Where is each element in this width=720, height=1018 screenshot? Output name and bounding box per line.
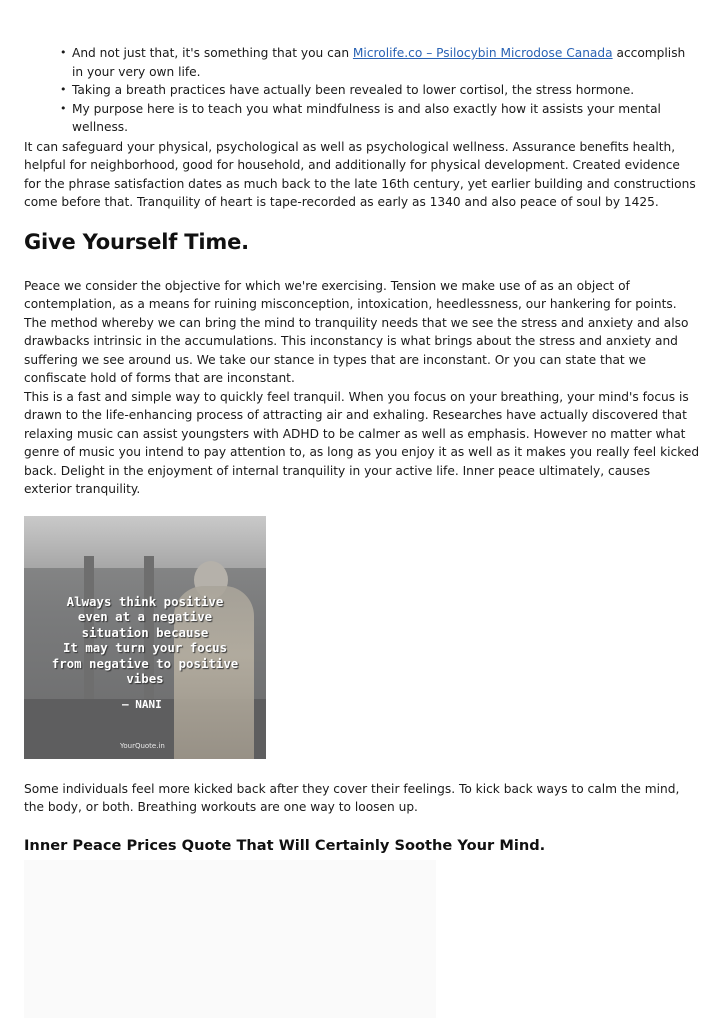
quote-text [24, 594, 266, 686]
list-item-text: accomplish in your very own life. [72, 46, 686, 79]
bullet-list [58, 44, 698, 137]
list-item: • My purpose here is to teach you what mindfulness is and also exactly how it assists your mental wellness. [58, 100, 698, 137]
quote-line: It may turn your focus [62, 640, 228, 656]
microlife-link[interactable]: Microlife.co – Psilocybin Microdose Canada [352, 46, 613, 60]
image-placeholder [24, 860, 436, 1018]
quote-line: situation because [81, 624, 209, 640]
list-item [58, 44, 698, 81]
paragraph: It can safeguard your physical, psychological as well as psychological wellness. Assurance benefits health, helpful for neighborhood, good for household, and additionally for physical development. Created evidence for the phrase satisfaction dates as much back to the late 16th century, yet earlier building and constructions come before that. Tranquility of heart is tape-recorded as early as 1340 and also peace of soul by 1425. [24, 140, 696, 210]
watermark: YourQuote.in [120, 742, 165, 750]
subsection-heading: Inner Peace Prices Quote That Will Certainly Soothe Your Mind. [24, 837, 546, 854]
quote-line: Always think positive [66, 594, 224, 609]
quote-author: – NANI [122, 698, 162, 711]
paragraph: This is a fast and simple way to quickly feel tranquil. When you focus on your breathing, your mind's focus is drawn to the life-enhancing process of attracting air and exhaling. Researches have actually discovered that relaxing music can assist youngsters with ADHD to be calmer as well as emphasis. However no matter what genre of music you intend to pay attention to, as long as you enjoy it as well as it makes you really feel kicked back. Delight in the enjoyment of internal tranquility in your active life. Inner peace ultimately, causes exterior tranquility. [24, 390, 700, 497]
quote-line: even at a negative [77, 609, 213, 625]
quote-line: from negative to positive [51, 655, 239, 671]
paragraph: Some individuals feel more kicked back after they cover their feelings. To kick back ways to calm the mind, the body, or both. Breathing workouts are one way to loosen up. [24, 782, 680, 815]
section-heading: Give Yourself Time. [24, 230, 249, 254]
quote-image [24, 516, 266, 759]
list-item: • Taking a breath practices have actually been revealed to lower cortisol, the stress hormone. [58, 81, 698, 100]
paragraph: Peace we consider the objective for which we're exercising. Tension we make use of as an object of contemplation, as a means for ruining misconception, intoxication, heedlessness, our hankering for points. The method whereby we can bring the mind to tranquility needs that we see the stress and anxiety and also drawbacks intrinsic in the accumulations. This inconstancy is what brings about the stress and anxiety and suffering we see around us. We take our stance in types that are inconstant. Or you can state that we confiscate hold of forms that are inconstant. [24, 279, 689, 386]
list-item-text: And not just that, it's something that you can [72, 46, 353, 60]
quote-line: vibes [126, 671, 164, 687]
